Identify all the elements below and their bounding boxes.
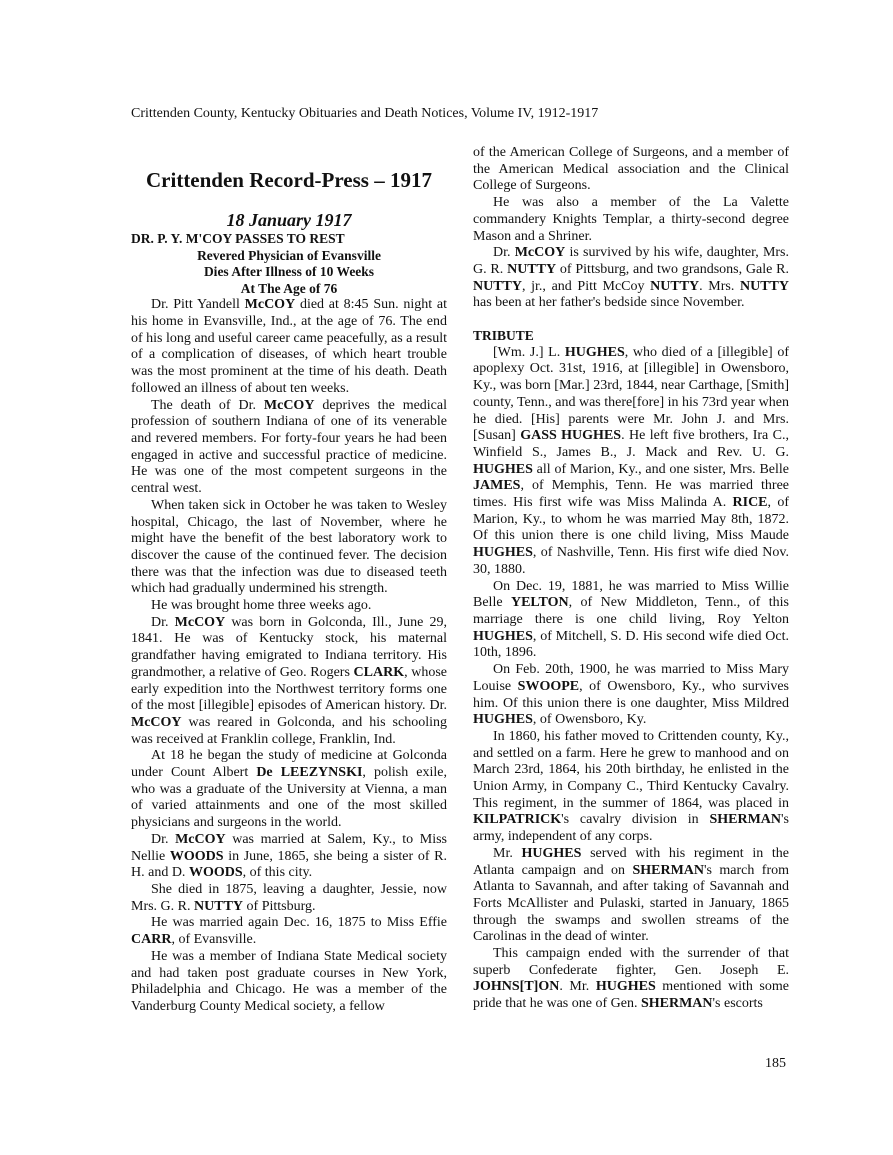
paragraph: At 18 he began the study of medicine at Golconda under Count Albert De LEEZYNSKI, polish exile, who was a graduate of the University at Vienna, a man of varied attainments and one of the most skilled physicians and surgeons in the world. [131, 748, 447, 831]
section-title: Crittenden Record-Press – 1917 [146, 168, 432, 192]
subheadline: Dies After Illness of 10 Weeks [203, 264, 375, 280]
tribute-label: TRIBUTE [473, 328, 534, 344]
left-body [131, 297, 447, 1015]
subheadline: At The Age of 76 [240, 280, 338, 296]
paragraph: On Dec. 19, 1881, he was married to Miss Willie Belle YELTON, of New Middleton, Tenn., of this marriage there is one child living, Roy Yelton HUGHES, of Mitchell, S. D. His second wife died Oct. 10th, 1896. [473, 578, 790, 661]
subheadline: Revered Physician of Evansville [197, 247, 381, 263]
paragraph: This campaign ended with the surrender of that superb Confederate fighter, Gen. Joseph E. JOHNS[T]ON. Mr. HUGHES mentioned with some pride that he was one of Gen. SHERMAN's escorts [473, 946, 789, 1012]
paragraph: [Wm. J.] L. HUGHES, who died of a [illegible] of apoplexy Oct. 31st, 1916, at [illegible] in Owensboro, Ky., was born [Mar.] 23rd, 1844, near Carthage, [Smith] county, Tenn., and was there[fore] in his 73rd year when he died. [His] parents were Mr. John J. and Mrs. [Susan] GASS HUGHES. He left five brothers, Ira C., Winfield S., James B., J. Mack and Rev. U. G. HUGHES all of Marion, Ky., and one sister, Mrs. Belle JAMES, of Memphis, Tenn. He was married three times. His first wife was Miss Malinda A. RICE, of Marion, Ky., to whom he was married May 8th, 1872. Of this union there is one child living, Miss Maude HUGHES, of Nashville, Tenn. His first wife died Nov. 30, 1880. [473, 344, 790, 577]
paragraph: In 1860, his father moved to Crittenden county, Ky., and settled on a farm. Here he grew to manhood and on March 23rd, 1864, his 20th birthday, he enlisted in the Union Army, in Company C., Third Kentucky Cavalry. This regiment, in the summer of 1864, was placed in KILPATRICK's cavalry division in SHERMAN's army, independent of any corps. [473, 728, 789, 845]
paragraph: She died in 1875, leaving a daughter, Jessie, now Mrs. G. R. NUTTY of Pittsburg. [131, 881, 447, 914]
paragraph: When taken sick in October he was taken to Wesley hospital, Chicago, the last of November, where he might have the benefit of the best laboratory work to discover the cause of the continued fever. The decision there was that the infection was due to diseased teeth which had gradually undermined his strength. [131, 497, 447, 597]
page-number: 185 [765, 1056, 786, 1071]
paragraph: Mr. HUGHES served with his regiment in the Atlanta campaign and on SHERMAN's march from Atlanta to Savannah, and after taking of Savannah and Forts McAllister and Pulaski, started in January, 1865 through the swamps and swollen streams of the Carolinas in the dead of winter. [473, 845, 790, 945]
entry-date: 18 January 1917 [226, 210, 352, 230]
tribute-body [473, 345, 789, 1013]
paragraph: He was also a member of the La Valette commandery Knights Templar, a thirty-second degree Mason and a Shriner. [473, 195, 789, 244]
right-body-continued [473, 145, 789, 312]
right-column [473, 145, 789, 1013]
paragraph: On Feb. 20th, 1900, he was married to Miss Mary Louise SWOOPE, of Owensboro, Ky., who survives him. Of this union there is one daughter, Miss Mildred HUGHES, of Owensboro, Ky. [473, 662, 790, 728]
running-header: Crittenden County, Kentucky Obituaries and Death Notices, Volume IV, 1912-1917 [131, 106, 599, 121]
paragraph: Dr. McCOY was born in Golconda, Ill., June 29, 1841. He was of Kentucky stock, his maternal grandfather having emigrated to Indiana territory. His grandmother, a relative of Geo. Rogers CLARK, whose early expedition into the Northwest territory forms one of the most [illegible] episodes of American history. Dr. McCOY was reared in Golconda, and his schooling was received at Franklin college, Franklin, Ind. [131, 614, 447, 747]
left-column [131, 146, 447, 1016]
paragraph: of the American College of Surgeons, and a member of the American Medical association and the Clinical College of Surgeons. [473, 145, 789, 194]
paragraph: Dr. McCOY is survived by his wife, daughter, Mrs. G. R. NUTTY of Pittsburg, and two grandsons, Gale R. NUTTY, jr., and Pitt McCoy NUTTY. Mrs. NUTTY has been at her father's bedside since November. [473, 245, 789, 311]
paragraph: Dr. Pitt Yandell McCOY died at 8:45 Sun. night at his home in Evansville, Ind., at the age of 76. The end of his long and useful career came peacefully, as a result of a complication of diseases, of which heart trouble was the most prominent at the time of his death. Death followed an illness of about ten weeks. [131, 297, 448, 396]
paragraph: He was married again Dec. 16, 1875 to Miss Effie CARR, of Evansville. [131, 915, 447, 948]
paragraph: He was brought home three weeks ago. [151, 598, 372, 614]
paragraph: Dr. McCOY was married at Salem, Ky., to Miss Nellie WOODS in June, 1865, she being a sister of R. H. and D. WOODS, of this city. [131, 831, 447, 881]
paragraph: The death of Dr. McCOY deprives the medical profession of southern Indiana of one of its venerable and revered members. For forty-four years he had been engaged in active and successful practice of medicine. He was one of the most competent surgeons in the central west. [131, 397, 448, 497]
paragraph: He was a member of Indiana State Medical society and had taken post graduate courses in New York, Philadelphia and Chicago. He was a member of the Vanderburg County Medical society, a fellow [131, 948, 447, 1014]
obituary-headline: DR. P. Y. M'COY PASSES TO REST [131, 231, 345, 246]
